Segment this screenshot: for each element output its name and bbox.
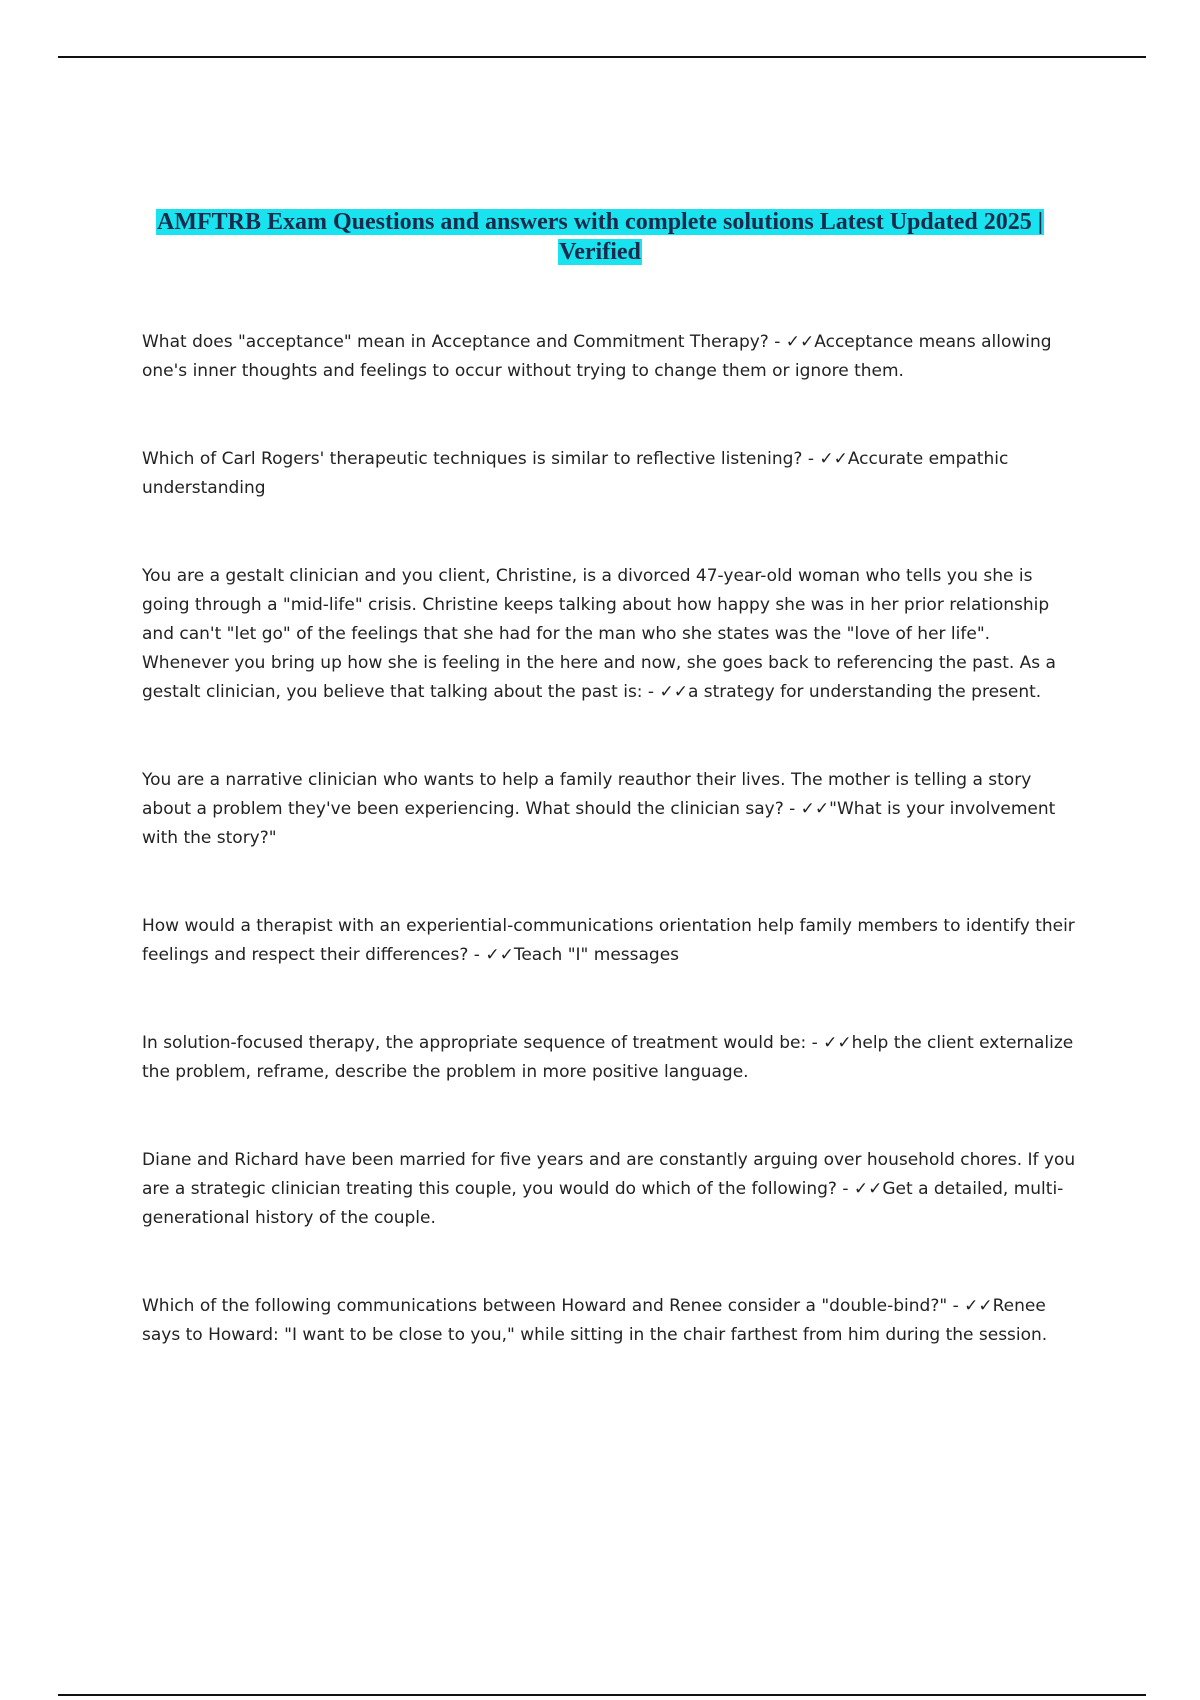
qa-item: What does "acceptance" mean in Acceptance and Commitment Therapy? - ✓✓Acceptance means allowing one's inner thoughts and feelings to occur without trying to change them or ignore them. (142, 332, 1052, 381)
qa-item: Diane and Richard have been married for five years and are constantly arguing over household chores. If you are a strategic clinician treating this couple, you would do which of the following? - ✓✓Get a detailed, multi-generational history of the couple. (142, 1150, 1076, 1228)
qa-item: In solution-focused therapy, the appropriate sequence of treatment would be: - ✓✓help the client externalize the problem, reframe, describe the problem in more positive language. (142, 1033, 1074, 1082)
qa-item: You are a narrative clinician who wants to help a family reauthor their lives. The mother is telling a story about a problem they've been experiencing. What should the clinician say? - ✓✓"What is your involvement with the story?" (142, 770, 1056, 848)
title-line-1: AMFTRB Exam Questions and answers with complete solutions Latest Updated 2025 | (157, 209, 1043, 235)
qa-item: Which of the following communications between Howard and Renee consider a "double-bind?" - ✓✓Renee says to Howard: "I want to be close to you," while sitting in the chair farthest from him during the session. (142, 1296, 1048, 1345)
qa-item: You are a gestalt clinician and you client, Christine, is a divorced 47-year-old woman who tells you she is going through a "mid-life" crisis. Christine keeps talking about how happy she was in her prior relationship and can't "let go" of the feelings that she had for the man who she states was the "love of her life". Whenever you bring up how she is feeling in the here and now, she goes back to referencing the past. As a gestalt clinician, you believe that talking about the past is: - ✓✓a strategy for understanding the present. (142, 566, 1056, 702)
top-rule (58, 56, 1146, 58)
document-title (110, 207, 1090, 267)
qa-item: Which of Carl Rogers' therapeutic techniques is similar to reflective listening? - ✓✓Accurate empathic understanding (142, 449, 1009, 498)
qa-item: How would a therapist with an experiential-communications orientation help family members to identify their feelings and respect their differences? - ✓✓Teach "I" messages (142, 916, 1075, 965)
bottom-rule (58, 1694, 1146, 1696)
title-line-2: Verified (559, 239, 641, 265)
qa-list (142, 328, 1082, 1409)
